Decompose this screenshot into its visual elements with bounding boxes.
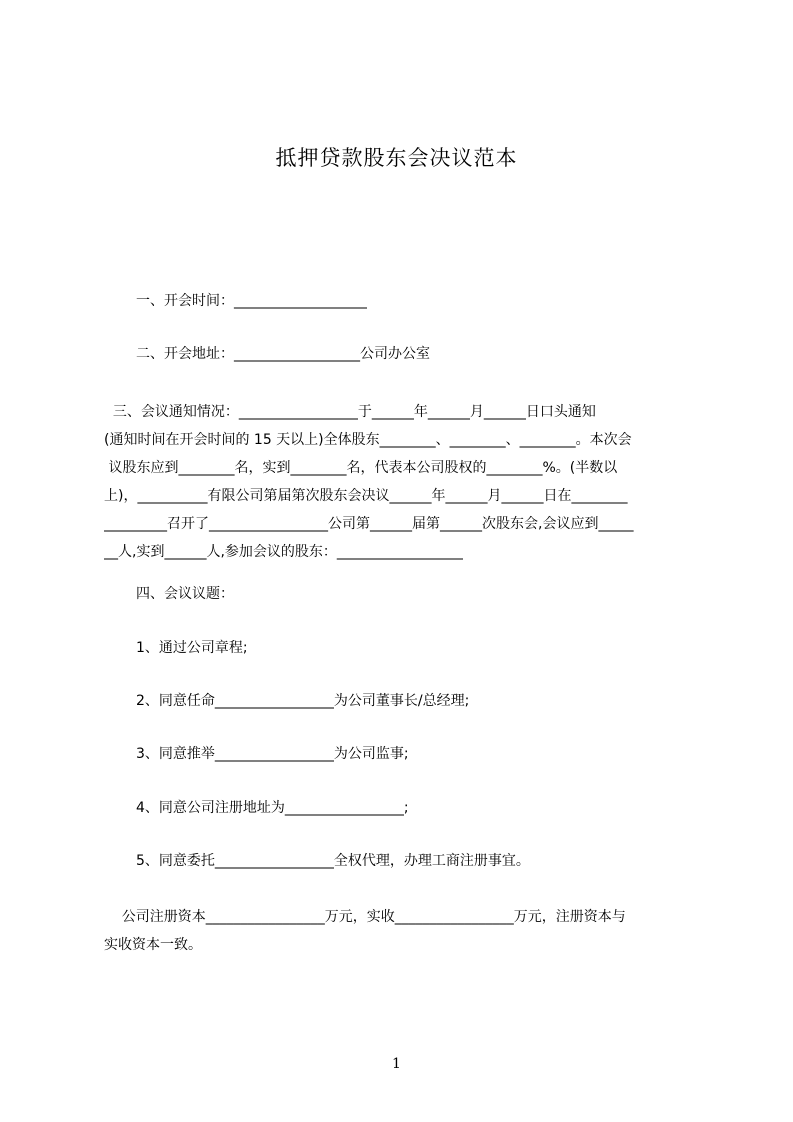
- capital-line: 实收资本一致。: [104, 937, 202, 953]
- meeting-time-line: 一、开会时间：___________________: [136, 293, 367, 309]
- agenda-topic-4: 4、同意公司注册地址为_________________;: [136, 800, 409, 816]
- registered-capital-paragraph: [104, 903, 698, 959]
- agenda-topic-2: 2、同意任命_________________为公司董事长/总经理;: [136, 693, 470, 709]
- meeting-address-line: 二、开会地址：__________________公司办公室: [136, 346, 430, 362]
- capital-line: 公司注册资本_________________万元，实收_________________万元，注册资本与: [104, 909, 626, 925]
- meeting-notice-paragraph: [104, 398, 698, 566]
- notice-line: __人,实到______人,参加会议的股东：__________________: [104, 544, 463, 560]
- agenda-topic-3: 3、同意推举_________________为公司监事;: [136, 746, 409, 762]
- document-title: 抵押贷款股东会决议范本: [275, 146, 518, 170]
- page-number: 1: [392, 1056, 401, 1072]
- notice-line: (通知时间在开会时间的 15 天以上)全体股东________、________、________。本次会: [104, 432, 632, 448]
- agenda-heading: 四、会议议题：: [136, 586, 234, 602]
- notice-line: 三、会议通知情况：_________________于______年______月______日口头通知: [104, 404, 596, 420]
- notice-line: 议股东应到________名，实到________名，代表本公司股权的________%。(半数以: [104, 460, 618, 476]
- notice-line: 上)，__________有限公司第届第次股东会决议______年______月______日在________: [104, 488, 628, 504]
- agenda-topic-1: 1、通过公司章程;: [136, 640, 248, 656]
- agenda-topic-5: 5、同意委托_________________全权代理，办理工商注册事宜。: [136, 853, 530, 869]
- notice-line: _________召开了_________________公司第______届第______次股东会,会议应到_____: [104, 516, 634, 532]
